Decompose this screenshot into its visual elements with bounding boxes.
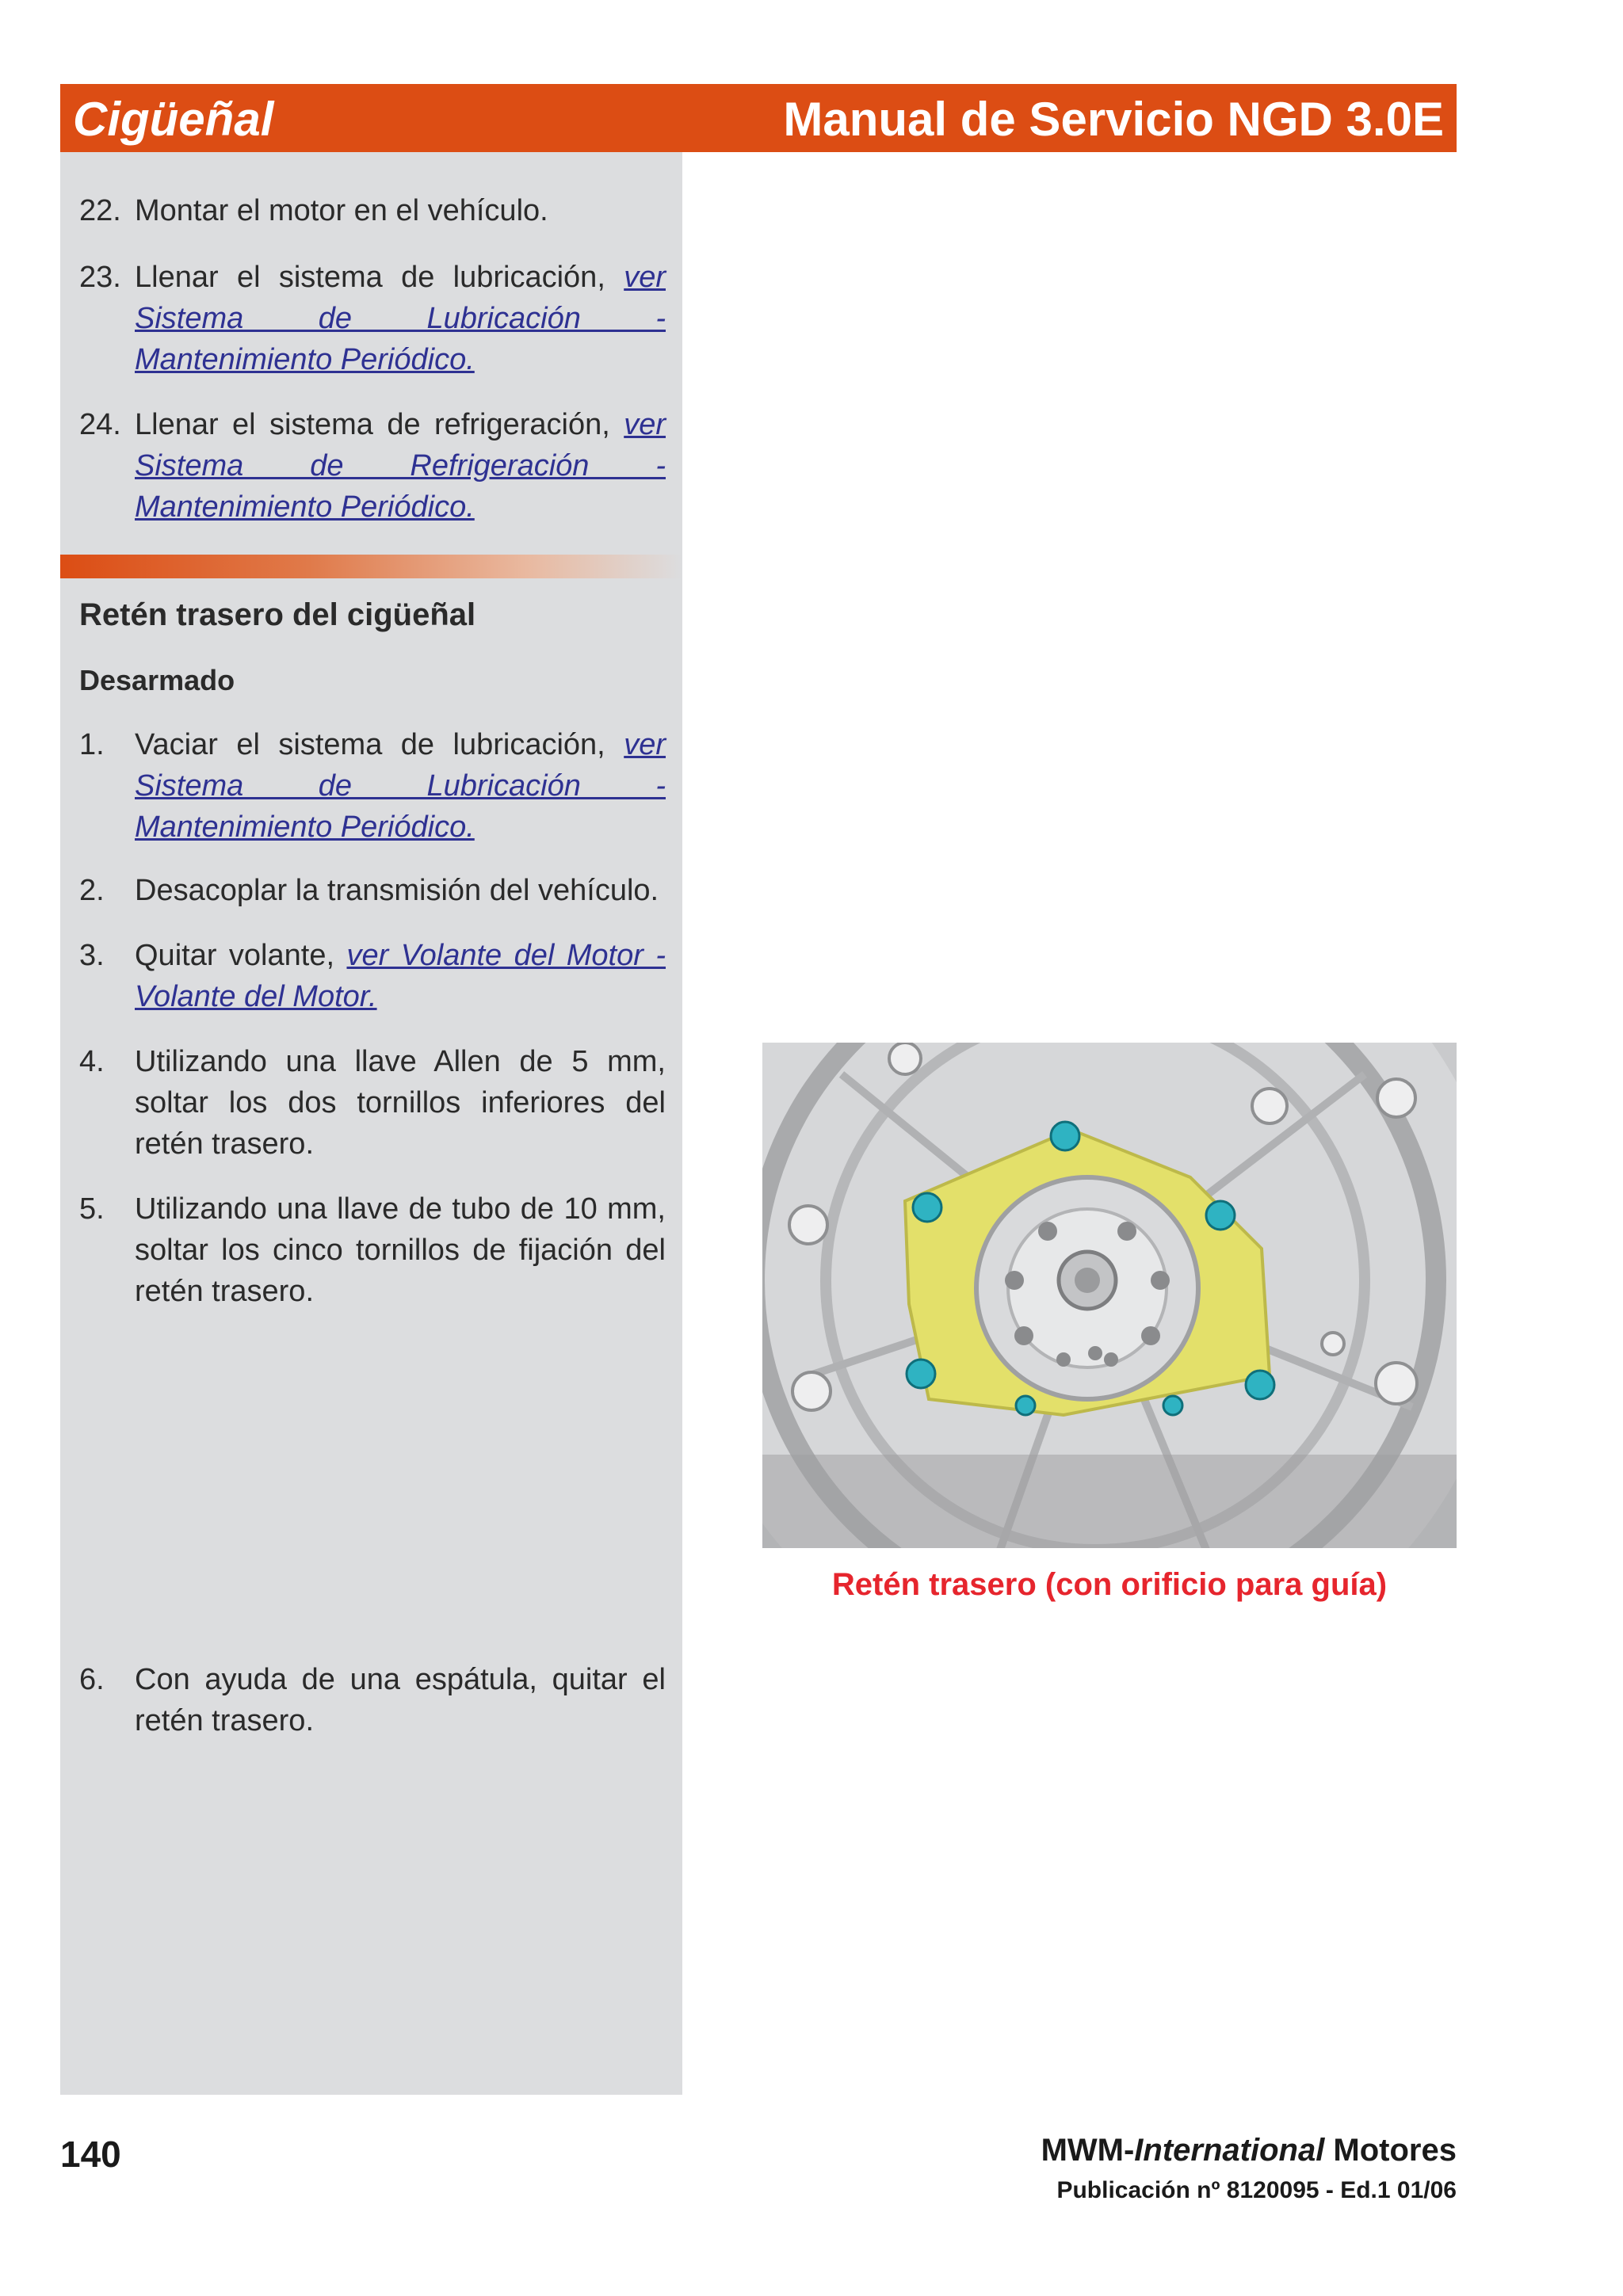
step-3 <box>79 935 666 1017</box>
section-heading: Retén trasero del cigüeñal <box>79 597 476 632</box>
section-divider <box>60 555 682 578</box>
step-text: Llenar el sistema de lubricación, <box>135 261 624 294</box>
step-number: 6. <box>79 1663 105 1696</box>
step-23 <box>79 257 666 380</box>
step-number: 4. <box>79 1045 105 1078</box>
step-text: Quitar volante, <box>135 939 347 972</box>
step-number: 24. <box>79 408 121 441</box>
step-number: 1. <box>79 728 105 761</box>
step-number: 3. <box>79 939 105 972</box>
cross-reference-link[interactable]: ver Sistema de Lubricación - Mantenimiento Periódico. <box>135 728 666 844</box>
step-text: Utilizando una llave Allen de 5 mm, soltar los dos tornillos inferiores del retén trasero. <box>135 1045 666 1161</box>
step-number: 5. <box>79 1192 105 1226</box>
step-22 <box>79 190 666 231</box>
subsection-heading: Desarmado <box>79 664 235 696</box>
step-text: Utilizando una llave de tubo de 10 mm, soltar los cinco tornillos de fijación del retén trasero. <box>135 1192 666 1308</box>
brand-prefix: MWM- <box>1041 2133 1135 2168</box>
cross-reference-link[interactable]: ver Sistema de Refrigeración - Mantenimiento Periódico. <box>135 408 666 524</box>
step-text: Llenar el sistema de refrigeración, <box>135 408 624 441</box>
step-6 <box>79 1659 666 1741</box>
step-4 <box>79 1041 666 1165</box>
page-header <box>60 84 1457 152</box>
cross-reference-link[interactable]: ver Volante del Motor - Volante del Motor. <box>135 939 666 1013</box>
publication-info: Publicación nº 8120095 - Ed.1 01/06 <box>1056 2177 1457 2203</box>
step-text: Con ayuda de una espátula, quitar el retén trasero. <box>135 1663 666 1737</box>
step-text: Desacoplar la transmisión del vehículo. <box>135 874 659 907</box>
brand-italic: International <box>1134 2133 1325 2168</box>
step-number: 2. <box>79 874 105 907</box>
page-number: 140 <box>60 2134 121 2175</box>
step-number: 23. <box>79 261 121 294</box>
cross-reference-link[interactable]: ver Sistema de Lubricación - Mantenimiento Periódico. <box>135 261 666 376</box>
step-text: Vaciar el sistema de lubricación, <box>135 728 624 761</box>
step-number: 22. <box>79 194 121 227</box>
manual-title: Manual de Servicio NGD 3.0E <box>783 93 1444 146</box>
step-2 <box>79 870 666 911</box>
step-5 <box>79 1188 666 1312</box>
figure-caption: Retén trasero (con orificio para guía) <box>831 1567 1388 1602</box>
brand-suffix: Motores <box>1324 2133 1457 2168</box>
step-text: Montar el motor en el vehículo. <box>135 194 548 227</box>
brand-name <box>1041 2133 1457 2168</box>
step-1 <box>79 724 666 848</box>
engine-illustration <box>762 1043 1457 1548</box>
step-24 <box>79 404 666 528</box>
rear-seal-figure <box>762 1043 1457 1548</box>
section-title: Cigüeñal <box>73 93 274 146</box>
